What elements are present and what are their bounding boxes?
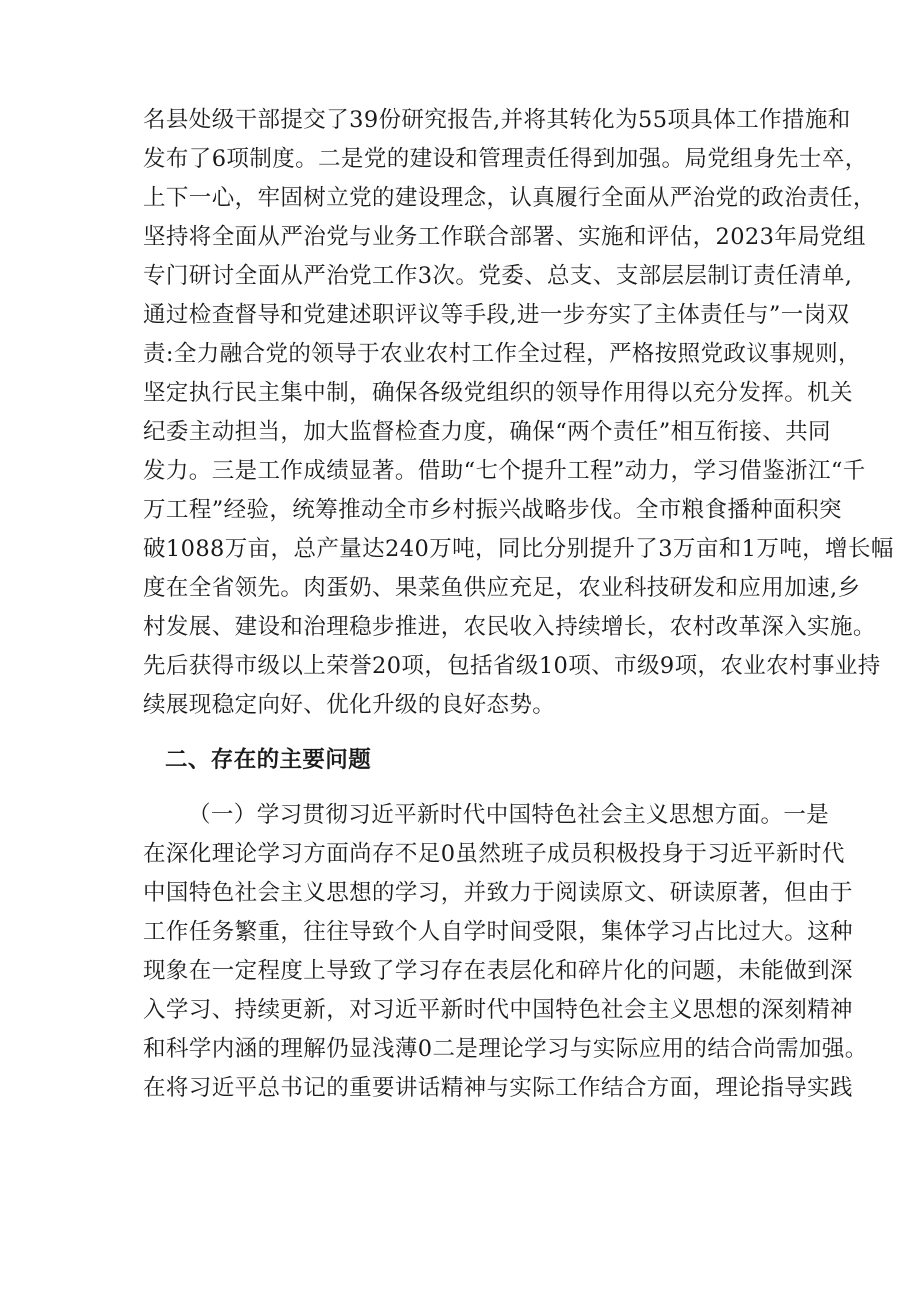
body-text-line: 破1088万亩，总产量达240万吨，同比分别提升了3万亩和1万吨，增长幅 (143, 536, 894, 562)
body-text-line: 工作任务繁重，往往导致个人自学时间受限，集体学习占比过大。这种 (143, 919, 853, 945)
body-text-line: 上下一心，牢固树立党的建设理念，认真履行全面从严治党的政治责任， (143, 185, 876, 211)
body-text-line: （一）学习贯彻习近平新时代中国特色社会主义思想方面。一是 (188, 802, 830, 828)
body-text-line: 先后获得市级以上荣誉20项，包括省级10项、市级9项，农业农村事业持 (143, 653, 881, 679)
body-text-line: 发布了6项制度。二是党的建设和管理责任得到加强。局党组身先士卒， (143, 146, 868, 172)
body-text-line: 在将习近平总书记的重要讲话精神与实际工作结合方面，理论指导实践 (143, 1075, 853, 1101)
body-text-line: 纪委主动担当，加大监督检查力度，确保“两个责任”相互衔接、共同 (143, 419, 831, 445)
body-text-line: 续展现稳定向好、优化升级的良好态势。 (143, 692, 556, 718)
body-text-line: 名县处级干部提交了39份研究报告,并将其转化为55项具体工作措施和 (143, 107, 851, 133)
body-text-line: 村发展、建设和治理稳步推进，农民收入持续增长，农村改革深入实施。 (143, 614, 876, 640)
body-text-line: 责:全力融合党的领导于农业农村工作全过程，严格按照党政议事规则， (143, 341, 861, 367)
body-text-line: 坚定执行民主集中制，确保各级党组织的领导作用得以充分发挥。机关 (143, 380, 853, 406)
body-text-line: 度在全省领先。肉蛋奶、果菜鱼供应充足，农业科技研发和应用加速,乡 (143, 575, 861, 601)
section-heading: 二、存在的主要问题 (165, 747, 372, 773)
body-text-line: 万工程”经验，统筹推动全市乡村振兴战略步伐。全市粮食播种面积突 (143, 497, 842, 523)
body-text-line: 入学习、持续更新，对习近平新时代中国特色社会主义思想的深刻精神 (143, 997, 853, 1023)
body-text-line: 专门研讨全面从严治党工作3次。党委、总支、支部层层制订责任清单, (143, 263, 853, 289)
body-text-line: 通过检查督导和党建述职评议等手段,进一步夯实了主体责任与”一岗双 (143, 302, 850, 328)
body-text-line: 发力。三是工作成绩显著。借助“七个提升工程”动力，学习借鉴浙江“千 (143, 458, 866, 484)
body-text-line: 在深化理论学习方面尚存不足0虽然班子成员积极投身于习近平新时代 (143, 841, 845, 867)
body-text-line: 和科学内涵的理解仍显浅薄0二是理论学习与实际应用的结合尚需加强。 (143, 1036, 868, 1062)
body-text-line: 现象在一定程度上导致了学习存在表层化和碎片化的问题，未能做到深 (143, 958, 853, 984)
body-text-line: 坚持将全面从严治党与业务工作联合部署、实施和评估，2023年局党组 (143, 224, 866, 250)
body-text-line: 中国特色社会主义思想的学习，并致力于阅读原文、研读原著，但由于 (143, 880, 853, 906)
